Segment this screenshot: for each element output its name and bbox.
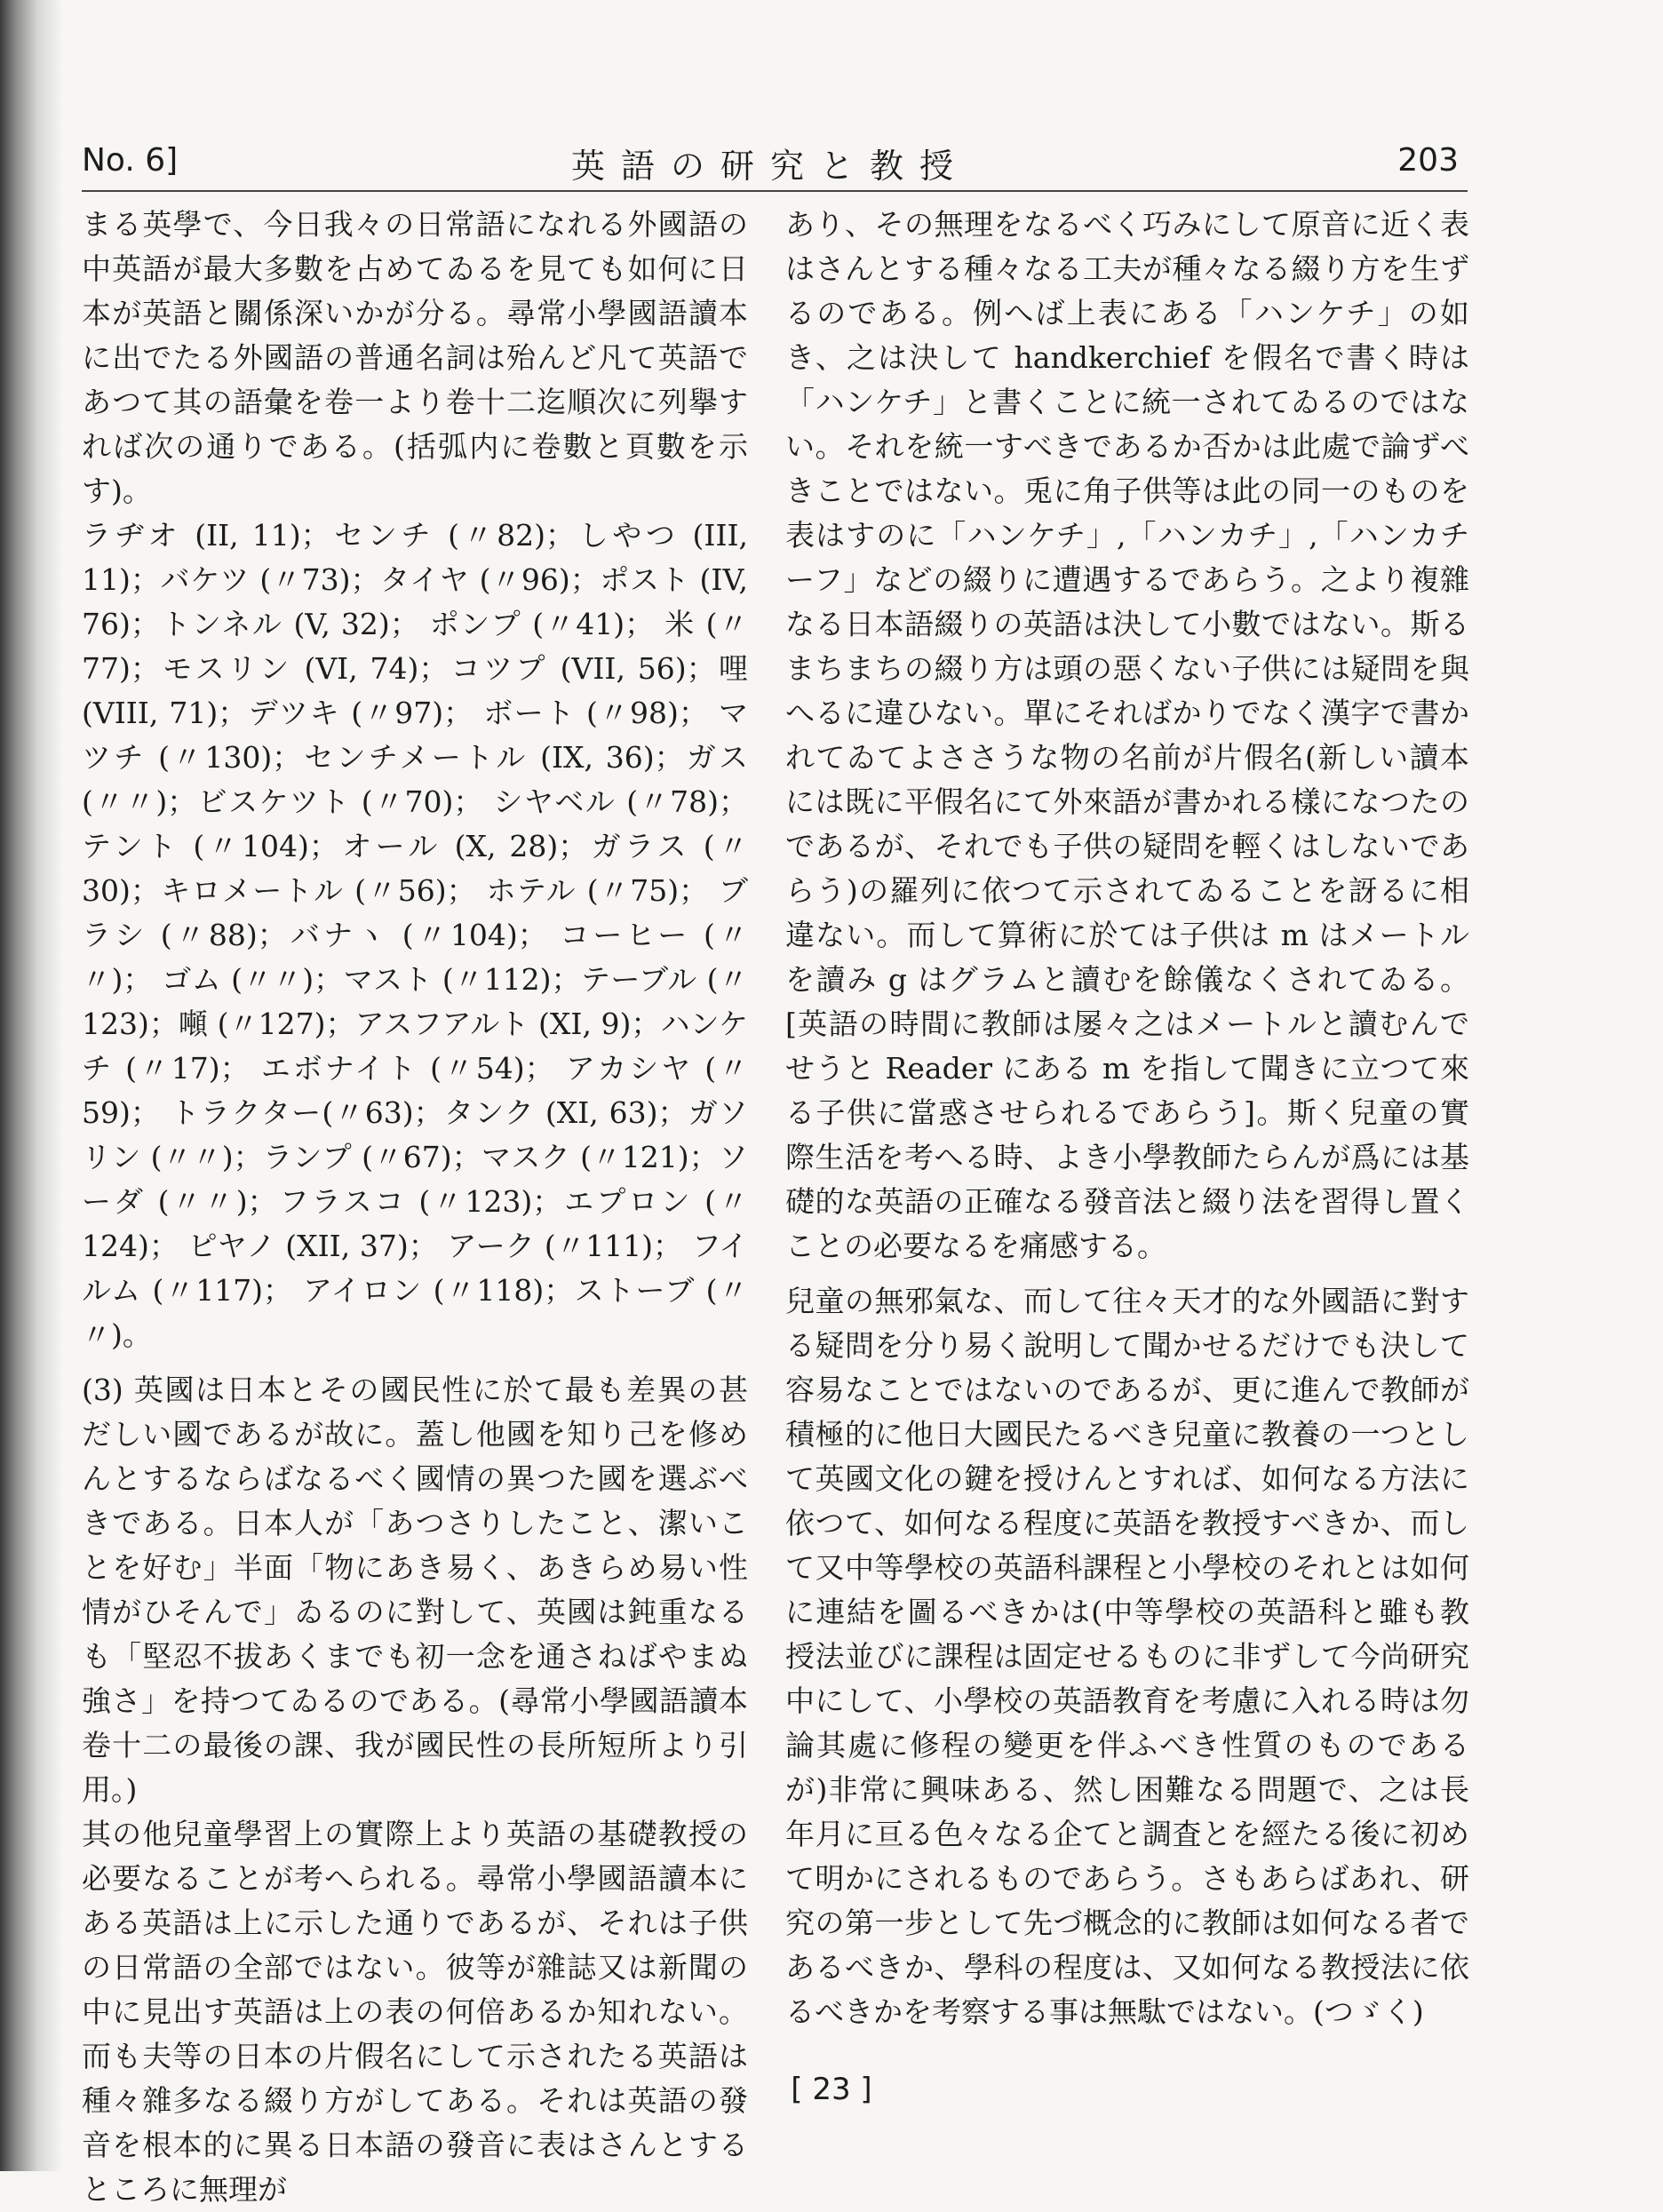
paragraph-vocabulary-list: ラヂオ (II, 11)；センチ (〃82)；しやつ (III, 11)；バケツ (〃73)；タイヤ (〃96)；ポスト (IV, 76)；トンネル (V, 32)； ポンプ (〃41)； 米 (〃77)；モスリン (VI, 74)；コツプ (VII, 56)；哩 (VIII, 71)；デツキ (〃97)； ボート (〃98)； マツチ (〃130)；センチメートル (IX, 36)；ガス (〃〃)；ビスケツト (〃70)； シヤベル (〃78)； テント (〃104)；オール (X, 28)；ガラス (〃30)；キロメートル (〃56)； ホテル (〃75)； ブラシ (〃88)；バナヽ (〃104)； コーヒー (〃〃)； ゴム (〃〃)；マスト (〃112)；テーブル (〃123)；噸 (〃127)；アスフアルト (XI, 9)；ハンケチ (〃17)； エボナイト (〃54)； アカシヤ (〃59)； トラクター(〃63)；タンク (XI, 63)；ガソリン (〃〃)；ランプ (〃67)；マスク (〃121)；ソーダ (〃〃)；フラスコ (〃123)；エプロン (〃124)； ピヤノ (XII, 37)； アーク (〃111)； フイルム (〃117)； アイロン (〃118)；ストーブ (〃〃)。 bbox=[82, 518, 748, 1352]
spacer bbox=[785, 1269, 1469, 1279]
paragraph-intro: まる英學で、今日我々の日常語になれる外國語の中英語が最大多數を占めてゐるを見ても如何に日本が英語と關係深いかが分る。尋常小學國語讀本に出でたる外國語の普通名詞は殆んど凡て英語であつて其の語彙を卷一より卷十二迄順次に列擧すれば次の通りである。(括弧内に卷數と頁數を示す)。 bbox=[82, 207, 748, 508]
paragraph-conclusion: 兒童の無邪氣な、而して往々天才的な外國語に對する疑問を分り易く說明して聞かせるだけでも決して容易なことではないのであるが、更に進んで教師が積極的に他日大國民たるべき兒童に教養の一つとして英國文化の鍵を授けんとすれば、如何なる方法に依つて、如何なる程度に英語を教授すべきか、而して又中等學校の英語科課程と小學校のそれとは如何に連結を圖るべきかは(中等學校の英語科と雖も教授法並びに課程は固定せるものに非ずして今尚研究中にして、小學校の英語教育を考慮に入れる時は勿論其處に修程の變更を伴ふべき性質のものであるが)非常に興味ある、然し困難なる問題で、之は長年月に亘る色々なる企てと調査とを經たる後に初めて明かにされるものであらう。さもあらばあれ、研究の第一步として先づ概念的に教師は如何なる者であるべきか、學科の程度は、又如何なる教授法に依るべきかを考察する事は無駄ではない。(つゞく) bbox=[785, 1284, 1469, 2029]
header-rule bbox=[82, 190, 1468, 192]
page-number: 203 bbox=[1397, 142, 1459, 179]
running-header bbox=[82, 133, 1459, 195]
issue-number: No. 6] bbox=[82, 142, 179, 179]
journal-title: 英語の研究と教授 bbox=[570, 147, 969, 186]
right-column bbox=[785, 203, 1469, 2034]
paragraph-spelling: あり、その無理をなるべく巧みにして原音に近く表はさんとする種々なる工夫が種々なる綴り方を生ずるのである。例へば上表にある「ハンケチ」の如き、之は決して handkerchief を假名で書く時は「ハンケチ」と書くことに統一されてゐるのではない。それを統一すべきであるか否かは此處で論ずべきことではない。兎に角子供等は此の同一のものを表はすのに「ハンケチ」,「ハンカチ」,「ハンカチーフ」などの綴りに遭遇するであらう。之より複雜なる日本語綴りの英語は決して小數ではない。斯るまちまちの綴り方は頭の惡くない子供には疑問を與へるに違ひない。單にそればかりでなく漢字で書かれてゐてよささうな物の名前が片假名(新しい讀本には既に平假名にて外來語が書かれる樣になつたのであるが、それでも子供の疑問を輕くはしないであらう)の羅列に依つて示されてゐることを訝るに相違ない。而して算術に於ては子供は m はメートルを讀み g はグラムと讀むを餘儀なくされてゐる。[英語の時間に教師は屡々之はメートルと讀むんでせうと Reader にある m を指して聞きに立つて來る子供に當惑させられるであらう]。斯く兒童の實際生活を考へる時、よき小學教師たらんが爲には基礎的な英語の正確なる發音法と綴り法を習得し置くことの必要なるを痛感する。 bbox=[785, 207, 1469, 1263]
paragraph-point-3: (3) 英國は日本とその國民性に於て最も差異の甚だしい國であるが故に。蓋し他國を知り己を修めんとするならばなるべく國情の異つた國を選ぶべきである。日本人が「あつさりしたこと、潔いことを好む」半面「物にあき易く、あきらめ易い性情がひそんで」ゐるのに對して、英國は鈍重なるも「堅忍不拔あくまでも初一念を通さねばやまぬ強さ」を持つてゐるのである。(尋常小學國語讀本卷十二の最後の課、我が國民性の長所短所より引用。) bbox=[82, 1373, 748, 1807]
left-column bbox=[82, 203, 748, 2212]
scan-shadow-edge bbox=[0, 0, 62, 2171]
page-marker: [ 23 ] bbox=[791, 2072, 872, 2107]
spacer bbox=[82, 1357, 748, 1368]
paragraph-practical-needs: 其の他兒童學習上の實際上より英語の基礎教授の必要なることが考へられる。尋常小學國語讀本にある英語は上に示した通りであるが、それは子供の日常語の全部ではない。彼等が雜誌又は新聞の中に見出す英語は上の表の何倍あるか知れない。而も夫等の日本の片假名にして示されたる英語は種々雜多なる綴り方がしてある。それは英語の發音を根本的に異る日本語の發音に表はさんとするところに無理が bbox=[82, 1817, 748, 2207]
